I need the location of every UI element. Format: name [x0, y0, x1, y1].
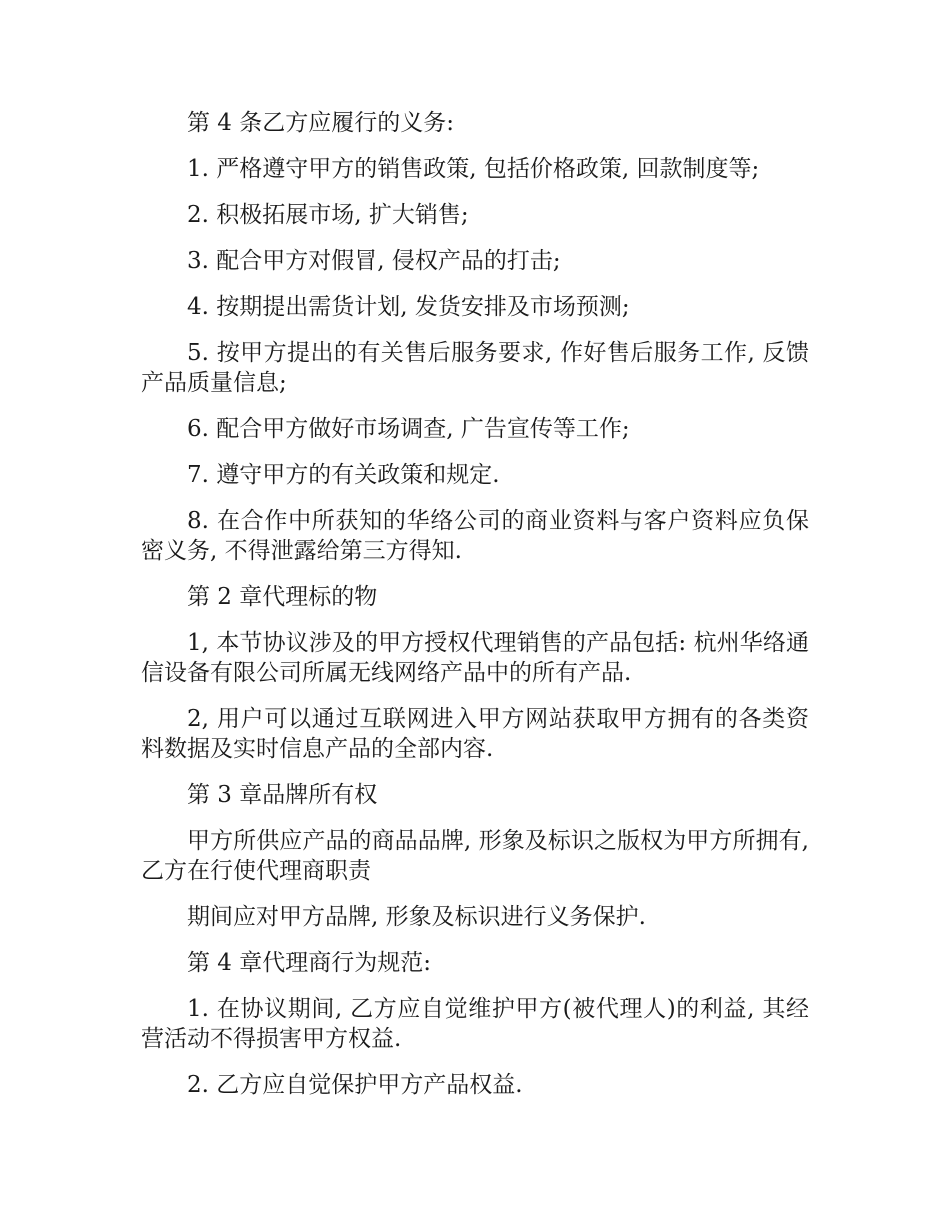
subject-item-1: 1, 本节协议涉及的甲方授权代理销售的产品包括: 杭州华络通信设备有限公司所属无线网络产品中的所有产品.: [141, 630, 809, 686]
duty-item-3: 3. 配合甲方对假冒, 侵权产品的打击;: [187, 248, 561, 274]
document-body: [141, 108, 809, 1116]
heading-article-4: 第 4 条乙方应履行的义务:: [187, 110, 455, 136]
conduct-item-2: 2. 乙方应自觉保护甲方产品权益.: [187, 1072, 523, 1098]
duty-item-8: 8. 在合作中所获知的华络公司的商业资料与客户资料应负保密义务, 不得泄露给第三方得知.: [141, 508, 809, 564]
duty-item-6: 6. 配合甲方做好市场调查, 广告宣传等工作;: [187, 416, 630, 442]
duty-item-1: 1. 严格遵守甲方的销售政策, 包括价格政策, 回款制度等;: [187, 156, 760, 182]
duty-item-2: 2. 积极拓展市场, 扩大销售;: [187, 202, 469, 228]
conduct-item-1: 1. 在协议期间, 乙方应自觉维护甲方(被代理人)的利益, 其经营活动不得损害甲方权益.: [141, 996, 809, 1052]
duty-item-7: 7. 遵守甲方的有关政策和规定.: [187, 462, 500, 488]
subject-item-2: 2, 用户可以通过互联网进入甲方网站获取甲方拥有的各类资料数据及实时信息产品的全部内容.: [141, 706, 809, 762]
duty-item-4: 4. 按期提出需货计划, 发货安排及市场预测;: [187, 294, 630, 320]
brand-paragraph-2: 期间应对甲方品牌, 形象及标识进行义务保护.: [187, 904, 646, 930]
heading-chapter-4: 第 4 章代理商行为规范:: [187, 950, 432, 976]
heading-chapter-2: 第 2 章代理标的物: [187, 584, 378, 610]
brand-paragraph-1: 甲方所供应产品的商品品牌, 形象及标识之版权为甲方所拥有, 乙方在行使代理商职责: [141, 828, 809, 884]
duty-item-5: 5. 按甲方提出的有关售后服务要求, 作好售后服务工作, 反馈产品质量信息;: [141, 340, 809, 396]
heading-chapter-3: 第 3 章品牌所有权: [187, 782, 378, 808]
